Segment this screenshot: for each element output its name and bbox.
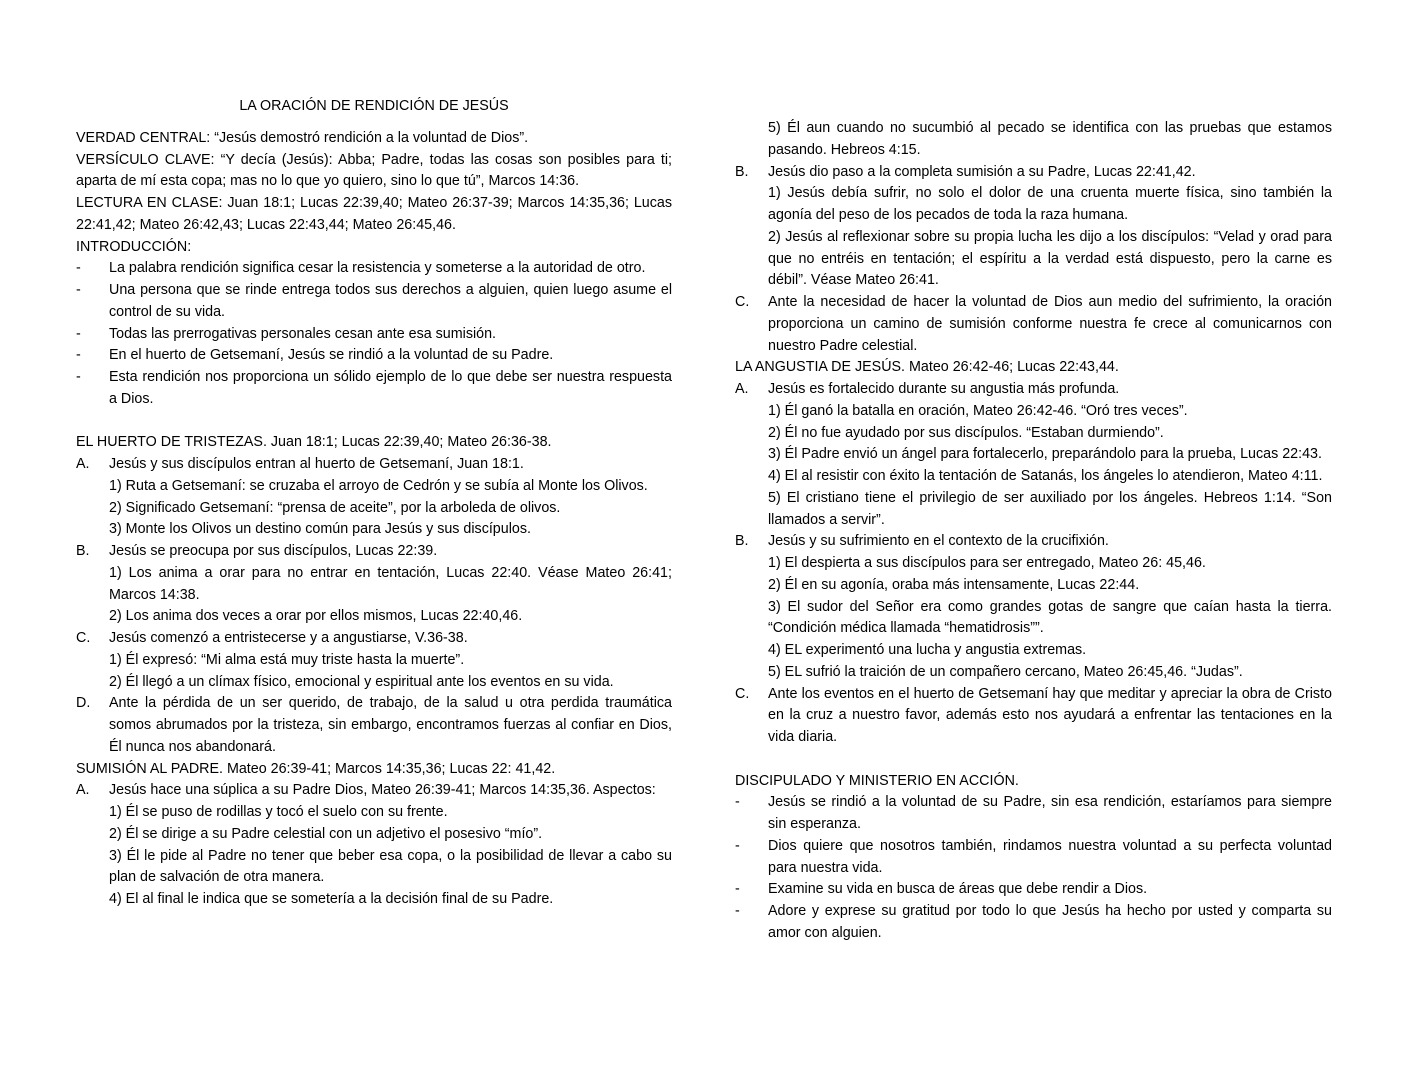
- sub-point: 3) Él le pide al Padre no tener que beber esa copa, o la posibilidad de llevar a cabo su plan de salvación de otra manera.: [109, 847, 672, 886]
- right-column: [735, 118, 1332, 945]
- list-item: - Una persona que se rinde entrega todos sus derechos a alguien, quien luego asume el control de su vida.: [76, 282, 672, 320]
- dash-marker: -: [76, 347, 81, 364]
- list-item: - Adore y exprese su gratitud por todo lo que Jesús ha hecho por usted y comparta su amor con alguien.: [735, 903, 1332, 941]
- point-d: D. Ante la pérdida de un ser querido, de trabajo, de la salud u otra perdida traumática somos abrumados por la tristeza, sin embargo, encontramos fuerzas al confiar en Dios, Él nunca nos abandonará.: [76, 695, 672, 755]
- key-verse: VERSÍCULO CLAVE: “Y decía (Jesús): Abba; Padre, todas las cosas son posibles para ti; aparta de mí esta copa; mas no lo que yo quiero, sino lo que tú”, Marcos 14:36.: [76, 151, 672, 190]
- point-c: C. Ante los eventos en el huerto de Getsemaní hay que meditar y apreciar la obra de Cristo en la cruz a nuestro favor, además esto nos ayudará a enfrentar las tentaciones en la vida diaria.: [735, 685, 1332, 745]
- sub-point: 3) Él Padre envió un ángel para fortalecerlo, preparándolo para la prueba, Lucas 22:43.: [768, 446, 1322, 463]
- list-item: - Dios quiere que nosotros también, rindamos nuestra voluntad a su perfecta voluntad para nuestra vida.: [735, 837, 1332, 876]
- dash-marker: -: [735, 794, 740, 811]
- sub-point: 4) El al resistir con éxito la tentación de Satanás, los ángeles lo atendieron, Mateo 4:11.: [768, 468, 1323, 484]
- sub-point: 2) Él en su agonía, oraba más intensamente, Lucas 22:44.: [768, 576, 1140, 593]
- dash-marker: -: [735, 903, 740, 919]
- sub-point: 5) Él aun cuando no sucumbió al pecado se identifica con las pruebas que estamos pasando. Hebreos 4:15.: [768, 120, 1332, 158]
- list-item: - Esta rendición nos proporciona un sólido ejemplo de lo que debe ser nuestra respuesta a Dios.: [76, 369, 672, 407]
- left-column: [76, 96, 672, 911]
- section-heading-discipulado: DISCIPULADO Y MINISTERIO EN ACCIÓN.: [735, 772, 1019, 789]
- intro-heading: INTRODUCCIÓN:: [76, 238, 192, 255]
- sub-point: 1) Él ganó la batalla en oración, Mateo 26:42-46. “Oró tres veces”.: [768, 402, 1188, 419]
- point-c: C. Ante la necesidad de hacer la voluntad de Dios aun medio del sufrimiento, la oración proporciona un camino de sumisión conforme nuestra fe crece al comunicarnos con nuestro Padre celestial.: [735, 294, 1332, 354]
- central-truth: VERDAD CENTRAL: “Jesús demostró rendición a la voluntad de Dios”.: [76, 129, 529, 146]
- section-heading-sumision: SUMISIÓN AL PADRE. Mateo 26:39-41; Marcos 14:35,36; Lucas 22: 41,42.: [76, 760, 556, 777]
- sub-point: 5) El cristiano tiene el privilegio de ser auxiliado por los ángeles. Hebreos 1:14. “Son llamados a servir”.: [768, 489, 1332, 528]
- dash-marker: -: [735, 881, 740, 898]
- list-item: - Todas las prerrogativas personales cesan ante esa sumisión.: [76, 324, 672, 346]
- dash-marker: -: [76, 325, 81, 342]
- dash-marker: -: [76, 369, 81, 385]
- point-a: A. Jesús hace una súplica a su Padre Dios, Mateo 26:39-41; Marcos 14:35,36. Aspectos:: [76, 782, 656, 799]
- sub-point: 1) Él se puso de rodillas y tocó el suelo con su frente.: [109, 804, 448, 820]
- point-c: C. Jesús comenzó a entristecerse y a angustiarse, V.36-38.: [76, 630, 468, 646]
- sub-point: 3) El sudor del Señor era como grandes gotas de sangre que caían hasta la tierra. “Condición médica llamada “hematidrosis””.: [768, 598, 1332, 637]
- sub-point: 2) Él no fue ayudado por sus discípulos. “Estaban durmiendo”.: [768, 424, 1164, 441]
- sub-point: 5) EL sufrió la traición de un compañero cercano, Mateo 26:45,46. “Judas”.: [768, 663, 1243, 680]
- point-b: B. Jesús dio paso a la completa sumisión a su Padre, Lucas 22:41,42.: [735, 163, 1196, 180]
- sub-point: 2) Él se dirige a su Padre celestial con un adjetivo el posesivo “mío”.: [109, 825, 543, 842]
- sub-point: 1) Los anima a orar para no entrar en tentación, Lucas 22:40. Véase Mateo 26:41; Marcos 14:38.: [109, 564, 672, 603]
- class-reading: LECTURA EN CLASE: Juan 18:1; Lucas 22:39,40; Mateo 26:37-39; Marcos 14:35,36; Lucas 22:41,42; Mateo 26:42,43; Lucas 22:43,44; Mateo 26:45,46.: [76, 195, 672, 233]
- sub-point: 1) El despierta a sus discípulos para ser entregado, Mateo 26: 45,46.: [768, 555, 1206, 571]
- sub-point: 2) Jesús al reflexionar sobre su propia lucha les dijo a los discípulos: “Velad y orad para que no entréis en tentación; el espíritu a la verdad está dispuesto, pero la carne es débil”. Véase Mateo 26:41.: [768, 228, 1332, 289]
- list-item: - Examine su vida en busca de áreas que debe rendir a Dios.: [735, 879, 1332, 901]
- point-b: B. Jesús se preocupa por sus discípulos, Lucas 22:39.: [76, 543, 438, 559]
- sub-point: 2) Él llegó a un clímax físico, emocional y espiritual ante los eventos en su vida.: [109, 673, 614, 690]
- point-b: B. Jesús y su sufrimiento en el contexto de la crucifixión.: [735, 533, 1109, 550]
- spacer: [76, 411, 672, 433]
- dash-marker: -: [735, 837, 740, 854]
- discipulado-list: [735, 792, 1332, 944]
- section-heading-huerto: EL HUERTO DE TRISTEZAS. Juan 18:1; Lucas 22:39,40; Mateo 26:36-38.: [76, 434, 552, 451]
- list-item: - En el huerto de Getsemaní, Jesús se rindió a la voluntad de su Padre.: [76, 345, 672, 367]
- dash-marker: -: [76, 282, 81, 298]
- sub-point: 4) El al final le indica que se sometería a la decisión final de su Padre.: [109, 891, 554, 907]
- sub-point: 3) Monte los Olivos un destino común para Jesús y sus discípulos.: [109, 521, 531, 538]
- sub-point: 1) Jesús debía sufrir, no solo el dolor de una cruenta muerte física, sino también la agonía del peso de los pecados de toda la raza humana.: [768, 185, 1332, 223]
- section-heading-angustia: LA ANGUSTIA DE JESÚS. Mateo 26:42-46; Lucas 22:43,44.: [735, 359, 1119, 376]
- document-title: LA ORACIÓN DE RENDICIÓN DE JESÚS: [239, 98, 509, 114]
- list-item: - La palabra rendición significa cesar la resistencia y someterse a la autoridad de otro.: [76, 258, 672, 280]
- sub-point: 1) Ruta a Getsemaní: se cruzaba el arroyo de Cedrón y se subía al Monte los Olivos.: [109, 477, 648, 494]
- dash-marker: -: [76, 260, 81, 277]
- point-a: A. Jesús y sus discípulos entran al huerto de Getsemaní, Juan 18:1.: [76, 456, 524, 472]
- sub-point: 4) EL experimentó una lucha y angustia extremas.: [768, 642, 1087, 658]
- sub-point: 2) Los anima dos veces a orar por ellos mismos, Lucas 22:40,46.: [109, 608, 523, 625]
- sub-point: 1) Él expresó: “Mi alma está muy triste hasta la muerte”.: [109, 651, 465, 668]
- point-a: A. Jesús es fortalecido durante su angustia más profunda.: [735, 381, 1120, 397]
- intro-list: [76, 258, 672, 410]
- spacer: [735, 749, 1332, 771]
- sub-point: 2) Significado Getsemaní: “prensa de aceite”, por la arboleda de olivos.: [109, 499, 561, 516]
- list-item: - Jesús se rindió a la voluntad de su Padre, sin esa rendición, estaríamos para siempre sin esperanza.: [735, 794, 1332, 832]
